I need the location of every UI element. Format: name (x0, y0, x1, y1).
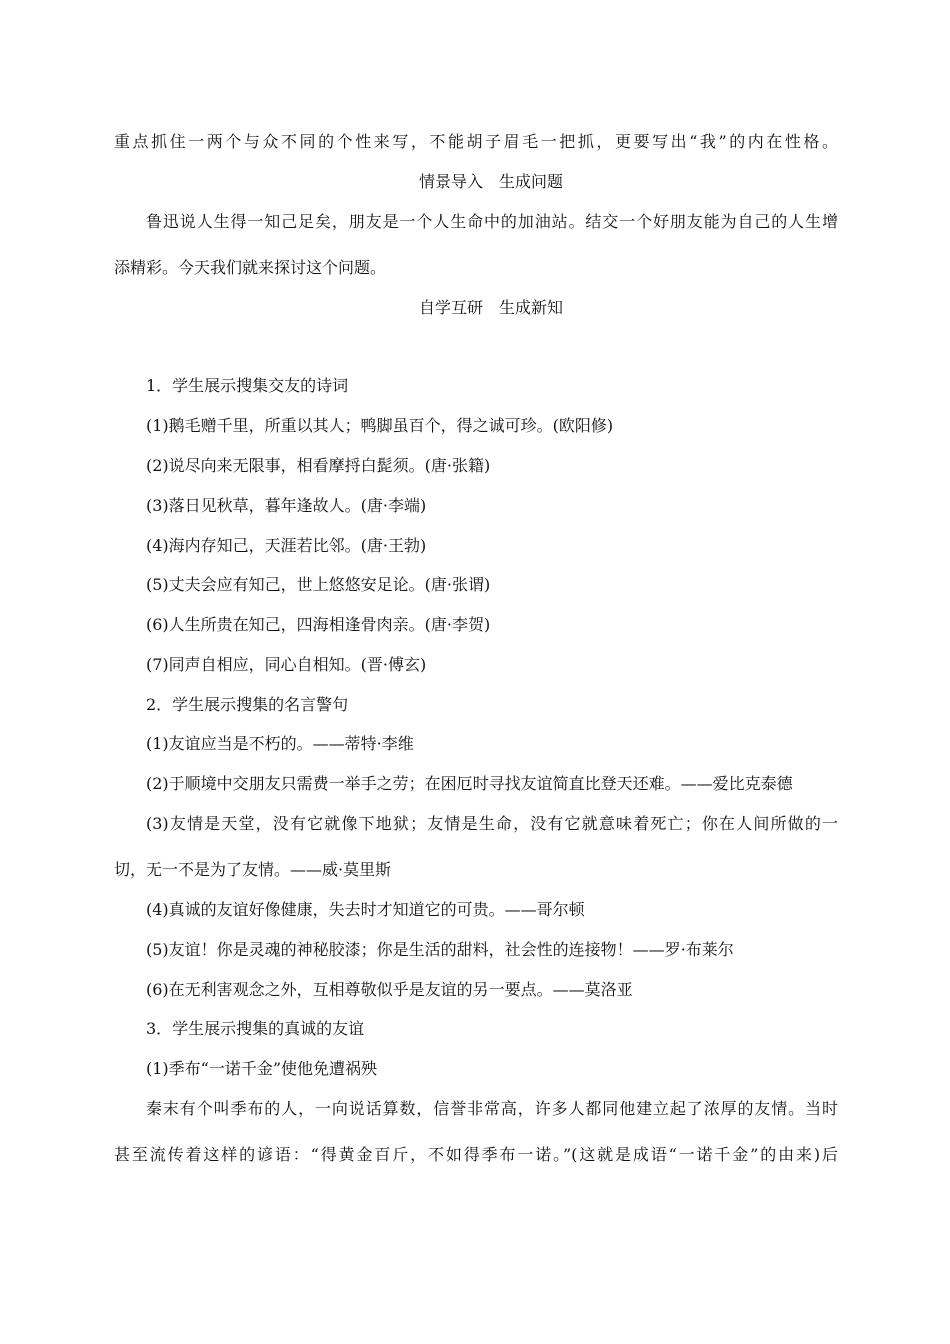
section-heading: 情景导入 生成问题 (418, 172, 563, 191)
list-item: (7)同声自相应，同心自相知。(晋·傅玄) (146, 655, 427, 674)
paragraph-line: 鲁迅说人生得一知己足矣，朋友是一个人生命中的加油站。结交一个好朋友能为自己的人生增 (146, 212, 838, 231)
list-heading: 2．学生展示搜集的名言警句 (146, 695, 349, 714)
paragraph-line: 添精彩。今天我们就来探讨这个问题。 (114, 258, 387, 277)
paragraph-line: 重点抓住一两个与众不同的个性来写，不能胡子眉毛一把抓，更要写出“我”的内在性格。 (114, 132, 838, 151)
list-item: (1)鹅毛赠千里，所重以其人；鸭脚虽百个，得之诚可珍。(欧阳修) (146, 416, 614, 435)
list-item: (5)丈夫会应有知己，世上悠悠安足论。(唐·张谓) (146, 575, 491, 594)
list-item-continuation: 切，无一不是为了友情。——威·莫里斯 (114, 860, 392, 879)
list-item: (2)说尽向来无限事，相看摩捋白髭须。(唐·张籍) (146, 456, 491, 475)
list-item: (3)友情是天堂，没有它就像下地狱；友情是生命，没有它就意味着死亡；你在人间所做的一 (146, 814, 838, 833)
list-item: (6)人生所贵在知己，四海相逢骨肉亲。(唐·李贺) (146, 615, 491, 634)
list-heading: 3．学生展示搜集的真诚的友谊 (146, 1019, 365, 1038)
paragraph-line: 秦末有个叫季布的人，一向说话算数，信誉非常高，许多人都同他建立起了浓厚的友情。当时 (146, 1099, 838, 1118)
paragraph-line: 甚至流传着这样的谚语：“得黄金百斤，不如得季布一诺。”(这就是成语“一诺千金”的由来)后 (114, 1145, 838, 1164)
list-item: (3)落日见秋草，暮年逢故人。(唐·李端) (146, 496, 427, 515)
list-item: (2)于顺境中交朋友只需费一举手之劳；在困厄时寻找友谊简直比登天还难。——爱比克泰德 (146, 774, 793, 793)
list-item: (6)在无利害观念之外，互相尊敬似乎是友谊的另一要点。——莫洛亚 (146, 980, 633, 999)
list-item: (4)真诚的友谊好像健康，失去时才知道它的可贵。——哥尔顿 (146, 900, 585, 919)
section-heading: 自学互研 生成新知 (418, 298, 563, 317)
list-heading: 1．学生展示搜集交友的诗词 (146, 376, 349, 395)
list-item: (1)友谊应当是不朽的。——蒂特·李维 (146, 734, 414, 753)
list-item: (5)友谊！你是灵魂的神秘胶漆；你是生活的甜料，社会性的连接物！——罗·布莱尔 (146, 940, 734, 959)
list-item: (4)海内存知己，天涯若比邻。(唐·王勃) (146, 536, 427, 555)
list-item: (1)季布“一诺千金”使他免遭祸殃 (146, 1059, 378, 1078)
